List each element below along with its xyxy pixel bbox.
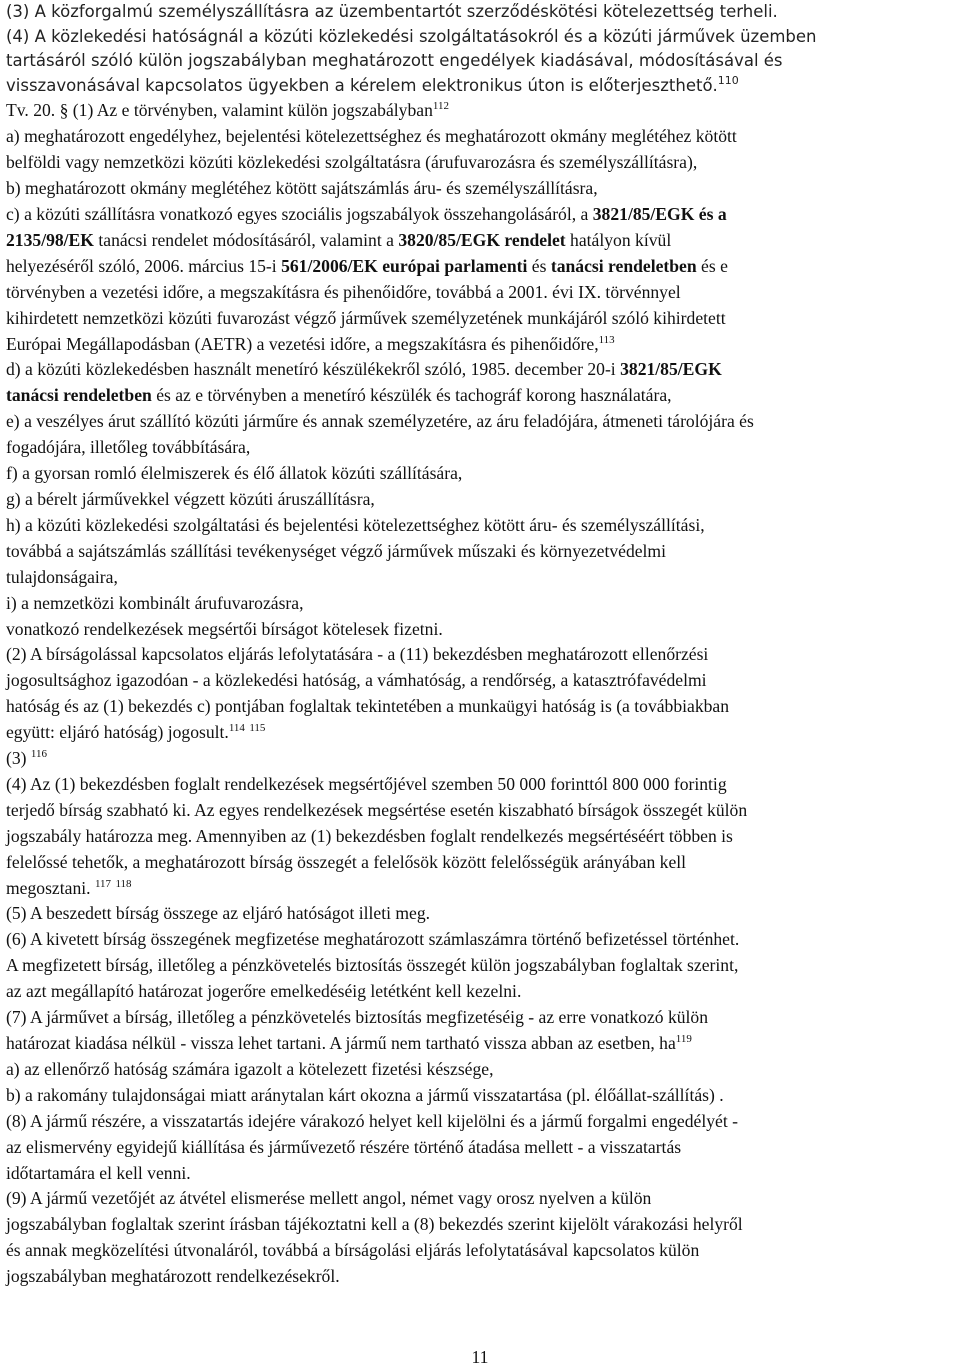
text-run: együtt: eljáró hatóság) jogosult. <box>6 722 229 743</box>
text-run: Európai Megállapodásban (AETR) a vezetési időre, a megszakításra és pihenőidőre, <box>6 333 599 354</box>
text-line <box>6 74 956 99</box>
text-line: felelőssé tehetők, a meghatározott bírság összegét a felelősök között felelősségük arányában kell <box>6 851 687 872</box>
text-line: i) a nemzetközi kombinált árufuvarozásra, <box>6 592 304 613</box>
text-line: (7) A járművet a bírság, illetőleg a pénzkövetelés biztosítás megfizetéséig - az erre vonatkozó külön <box>6 1007 709 1028</box>
text-run: (3) <box>6 748 27 769</box>
page-number: 11 <box>471 1347 489 1367</box>
text-line: továbbá a sajátszámlás szállítási tevékenységet végző járművek műszaki és környezetvédelmi <box>6 540 667 561</box>
text-run: Tv. 20. § (1) Az e törvényben, valamint külön jogszabályban <box>6 100 433 121</box>
text-run: d) a közúti közlekedésben használt menetíró készülékekről szóló, 1985. december 20-i <box>6 359 621 380</box>
footnote-ref[interactable]: 113 <box>598 333 615 346</box>
text-line <box>6 332 956 358</box>
footnote-ref[interactable]: 114 <box>228 722 245 735</box>
footnote-ref[interactable]: 115 <box>249 722 266 735</box>
text-line: jogszabály határozza meg. Amennyiben az (1) bekezdésben foglalt rendelkezés megsértéséért többen is <box>6 825 733 846</box>
document-page <box>6 0 956 1290</box>
footnote-ref[interactable]: 112 <box>432 100 449 113</box>
text-run: megosztani. <box>6 877 91 898</box>
text-line: terjedő bírság szabható ki. Az egyes rendelkezések megsértése esetén kiszabható bírságok összegét külön <box>6 799 748 820</box>
regulation-ref: tanácsi rendeletben <box>6 385 152 406</box>
text-line: (5) A beszedett bírság összege az eljáró hatóságot illeti meg. <box>6 903 431 924</box>
text-line <box>6 383 956 409</box>
text-line: (6) A kivetett bírság összegének megfizetése meghatározott számlaszámra történő befizetéssel történhet. <box>6 929 740 950</box>
footnote-ref[interactable]: 118 <box>115 877 132 890</box>
footnote-ref[interactable]: 116 <box>30 748 48 761</box>
text-line <box>6 254 956 280</box>
text-run: és e <box>696 255 728 276</box>
text-line: jogszabályban foglaltak szerint írásban tájékoztatni kell a (8) bekezdés szerint kijelölt várakozási helyről <box>6 1214 743 1235</box>
header-paragraphs <box>6 0 956 98</box>
text-line: e) a veszélyes árut szállító közúti járműre és annak személyzetére, az áru feladójára, átmeneti tárolójára és <box>6 411 754 432</box>
text-line: (4) A közlekedési hatóságnál a közúti közlekedési szolgáltatásokról és a közúti járművek üzemben <box>6 26 817 46</box>
text-line: b) meghatározott okmány meglétéhez kötött sajátszámlás áru- és személyszállításra, <box>6 178 598 199</box>
text-line: h) a közúti közlekedési szolgáltatási és bejelentési kötelezettséghez kötött áru- és személyszállítási, <box>6 514 705 535</box>
regulation-ref: 2135/98/EK <box>6 229 94 250</box>
text-run: visszavonásával kapcsolatos ügyekben a kérelem elektronikus úton is előterjeszthető. <box>6 75 718 95</box>
text-line: f) a gyorsan romló élelmiszerek és élő állatok közúti szállítására, <box>6 463 463 484</box>
regulation-ref: 3821/85/EGK és a <box>592 204 727 224</box>
text-line: tulajdonságaira, <box>6 566 118 587</box>
text-line: az azt megállapító határozat jogerőre emelkedéséig letétként kell kezelni. <box>6 981 522 1002</box>
section-heading <box>6 98 956 124</box>
text-line: vonatkozó rendelkezések megsértői bírságot kötelesek fizetni. <box>6 618 443 639</box>
text-run: hatályon kívül <box>565 229 672 250</box>
text-line: a) meghatározott engedélyhez, bejelentési kötelezettséghez és meghatározott okmány meglétéhez kötött <box>6 126 737 147</box>
text-line: az elismervény egyidejű kiállítása és járművezető részére történő átadása mellett - a visszatartás <box>6 1136 682 1157</box>
text-line: jogosultsághoz igazodóan - a közlekedési hatóság, a vámhatóság, a rendőrség, a katasztrófavédelmi <box>6 670 707 691</box>
text-line: b) a rakomány tulajdonságai miatt aránytalan kárt okozna a jármű visszatartása (pl. élőállat-szállítás) . <box>6 1084 724 1105</box>
regulation-ref: 3820/85/EGK rendelet <box>398 229 566 250</box>
text-run: és <box>527 255 551 276</box>
text-line: g) a bérelt járművekkel végzett közúti áruszállításra, <box>6 488 375 509</box>
text-run: c) a közúti szállításra vonatkozó egyes szociális jogszabályok összehangolásáról, a <box>6 204 593 224</box>
text-line: törvényben a vezetési időre, a megszakításra és pihenőidőre, továbbá a 2001. évi IX. törvénnyel <box>6 281 681 302</box>
text-line: tartásáról szóló külön jogszabályban meghatározott engedélyek kiadásával, módosításával és <box>6 51 783 71</box>
text-line: fogadójára, illetőleg továbbítására, <box>6 437 251 458</box>
text-line: időtartamára el kell venni. <box>6 1162 191 1183</box>
text-line: (2) A bírságolással kapcsolatos eljárás lefolytatására - a (11) bekezdésben meghatározott ellenőrzési <box>6 644 709 665</box>
footnote-ref[interactable]: 110 <box>717 73 739 87</box>
text-line: belföldi vagy nemzetközi közúti közlekedési szolgáltatásra (árufuvarozásra és személyszállításra), <box>6 152 698 173</box>
regulation-ref: tanácsi rendeletben <box>550 255 697 276</box>
text-line: (3) A közforgalmú személyszállításra az üzembentartót szerződéskötési kötelezettség terheli. <box>6 2 778 21</box>
text-line: hatóság és az (1) bekezdés c) pontjában foglaltak tekintetében a munkaügyi hatóság is (a továbbiakban <box>6 696 730 717</box>
text-line: jogszabályban meghatározott rendelkezésekről. <box>6 1266 340 1287</box>
text-line <box>6 876 956 902</box>
text-line <box>6 202 956 228</box>
text-line <box>6 720 956 746</box>
text-line: A megfizetett bírság, illetőleg a pénzkövetelés biztosítás összegét külön jogszabályban foglaltak szerint, <box>6 955 739 976</box>
text-run: és az e törvényben a menetíró készülék és tachográf korong használatára, <box>151 385 672 406</box>
text-line: kihirdetett nemzetközi közúti fuvarozást végző járművek személyzetének munkájáról szóló kihirdetett <box>6 307 726 328</box>
text-line: a) az ellenőrző hatóság számára igazolt a kötelezett fizetési készsége, <box>6 1058 494 1079</box>
text-line <box>6 746 956 772</box>
text-line <box>6 228 956 254</box>
text-line: (8) A jármű részére, a visszatartás idejére várakozó helyet kell kijelölni és a jármű forgalmi engedélyét - <box>6 1110 738 1131</box>
text-line <box>6 357 956 383</box>
text-line: (4) Az (1) bekezdésben foglalt rendelkezések megsértőjével szemben 50 000 forinttól 800 000 forintig <box>6 773 727 794</box>
footnote-ref[interactable]: 117 <box>94 877 112 890</box>
text-line: és annak megközelítési útvonaláról, továbbá a bírságolási eljárás lefolytatásával kapcsolatos külön <box>6 1240 700 1261</box>
section-20 <box>6 98 956 1290</box>
text-run: határozat kiadása nélkül - vissza lehet tartani. A jármű nem tartható vissza abban az esetben, ha <box>6 1033 676 1053</box>
text-line: (9) A jármű vezetőjét az átvétel elismerése mellett angol, német vagy orosz nyelven a külön <box>6 1188 652 1209</box>
regulation-ref: 3821/85/EGK <box>620 359 722 380</box>
regulation-ref: 561/2006/EK európai parlamenti <box>281 255 528 276</box>
footnote-ref[interactable]: 119 <box>675 1033 692 1045</box>
text-run: tanácsi rendelet módosításáról, valamint a <box>93 229 399 250</box>
text-run: helyezéséről szóló, 2006. március 15-i <box>6 255 282 276</box>
text-line <box>6 1031 956 1057</box>
